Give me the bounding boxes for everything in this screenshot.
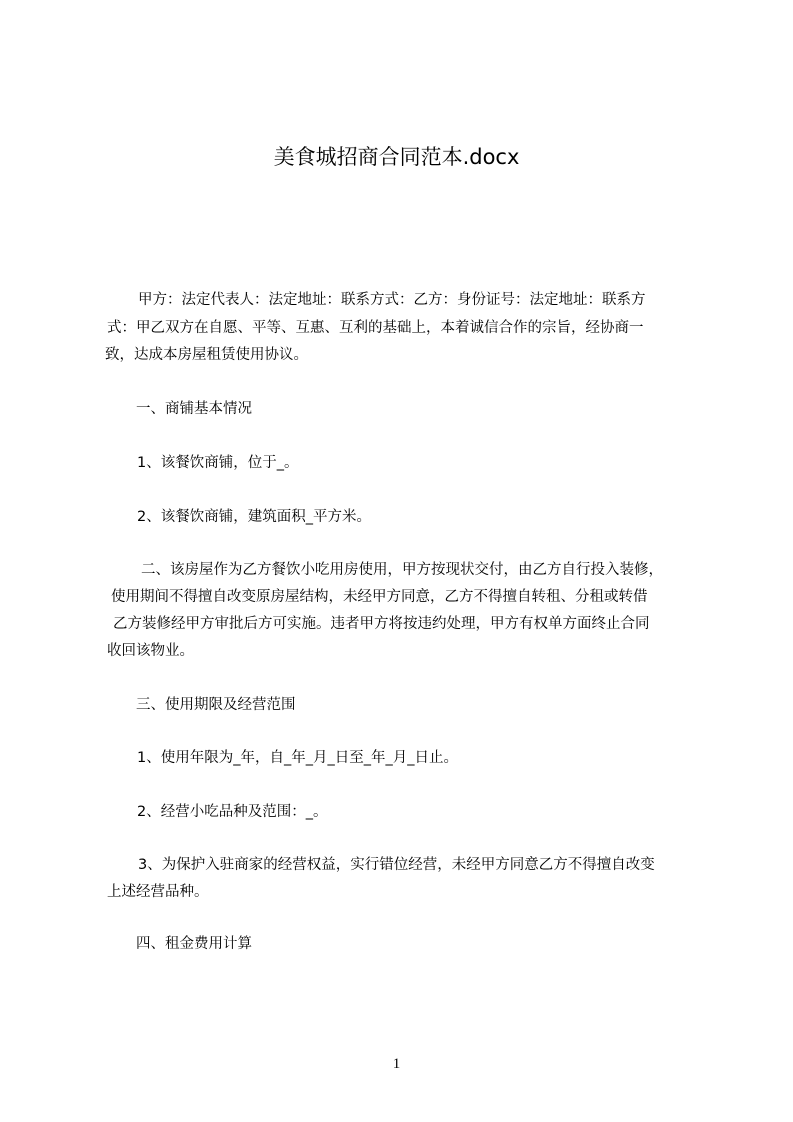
- text-line: 2、经营小吃品种及范围：_。: [137, 804, 328, 820]
- document-title: 美食城招商合同范本.docx: [273, 145, 520, 169]
- text-line: 式：甲乙双方在自愿、平等、互惠、互利的基础上，本着诚信合作的宗旨，经协商一: [107, 320, 644, 336]
- text-line: 使用期间不得擅自改变原房屋结构，未经甲方同意，乙方不得擅自转租、分租或转借: [111, 589, 648, 605]
- text-line: 上述经营品种。: [107, 884, 209, 900]
- text-line: 2、该餐饮商铺，建筑面积_平方米。: [137, 509, 371, 525]
- text-line: 二、该房屋作为乙方餐饮小吃用房使用，甲方按现状交付，由乙方自行投入装修，: [141, 562, 663, 578]
- section-heading: 三、使用期限及经营范围: [136, 697, 296, 713]
- text-line: 甲方：法定代表人：法定地址：联系方式：乙方：身份证号：法定地址：联系方: [138, 292, 646, 308]
- section-heading: 一、商铺基本情况: [136, 401, 252, 417]
- page-number: 1: [392, 1056, 401, 1072]
- text-line: 1、使用年限为_年，自_年_月_日至_年_月_日止。: [137, 750, 458, 766]
- text-line: 致，达成本房屋租赁使用协议。: [105, 347, 308, 363]
- text-line: 收回该物业。: [107, 643, 194, 659]
- text-line: 1、该餐饮商铺，位于_。: [137, 455, 299, 471]
- section-heading: 四、租金费用计算: [136, 936, 252, 952]
- text-line: 乙方装修经甲方审批后方可实施。违者甲方将按违约处理，甲方有权单方面终止合同: [113, 616, 650, 632]
- text-line: 3、为保护入驻商家的经营权益，实行错位经营，未经甲方同意乙方不得擅自改变: [138, 857, 655, 873]
